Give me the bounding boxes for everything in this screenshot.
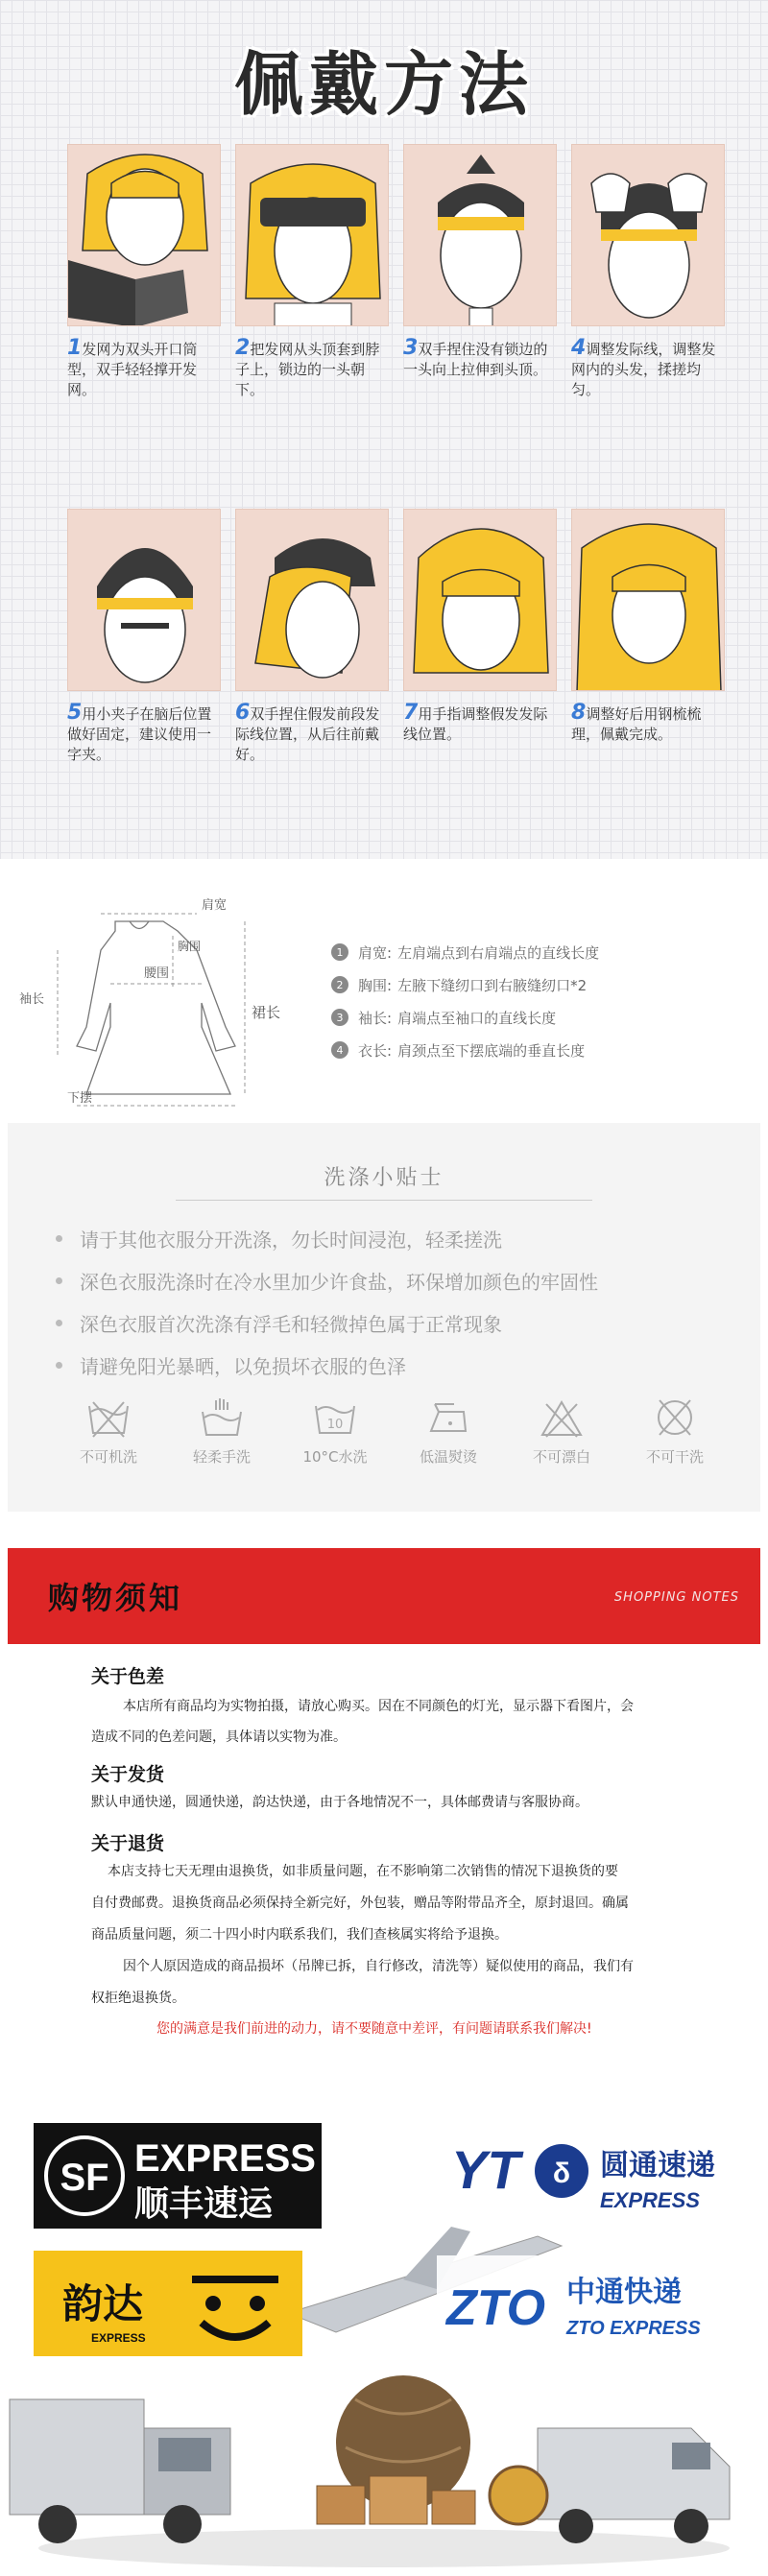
- step-3-illustration: [403, 144, 557, 326]
- no-bleach-icon: [539, 1396, 585, 1439]
- shopping-notes-title: 购物须知: [48, 1580, 183, 1616]
- shopping-notes-banner: [8, 1548, 760, 1644]
- yunda-express-logo: [34, 2251, 302, 2356]
- wash-tip: 请避免阳光暴晒，以免损坏衣服的色泽: [56, 1344, 598, 1386]
- notes-heading-returns: 关于退货: [91, 1833, 165, 1854]
- low-iron-icon: [425, 1396, 471, 1439]
- svg-text:10: 10: [326, 1418, 344, 1432]
- wear-step-2: 2把发网从头顶套到脖子上，锁边的一头朝下。: [235, 144, 389, 400]
- notes-highlight: 您的满意是我们前进的动力，请不要随意中差评，有问题请联系我们解决!: [156, 2021, 592, 2037]
- title-divider: [176, 1200, 592, 1201]
- wear-step-6: 6双手捏住假发前段发际线位置，从后往前戴好。: [235, 509, 389, 765]
- label-shoulder: 肩宽: [202, 898, 228, 913]
- notes-line: 造成不同的色差问题，具体请以实物为准。: [91, 1729, 347, 1745]
- zto-logo-cn: 中通快递: [566, 2277, 682, 2308]
- notes-line: 权拒绝退换货。: [91, 1991, 185, 2006]
- care-item-no-machine-wash: 不可机洗: [65, 1396, 152, 1467]
- sf-logo-en: EXPRESS: [134, 2137, 316, 2180]
- notes-line: 默认申通快递，圆通快递，韵达快递，由于各地情况不一，具体邮费请与客服协商。: [91, 1795, 588, 1810]
- washing-tips-title: 洗涤小贴士: [324, 1166, 444, 1190]
- step-8-text: 调整好后用钢梳梳理，佩戴完成。: [571, 705, 702, 743]
- yunda-logo-en: EXPRESS: [91, 2331, 146, 2345]
- wearing-method-title: 佩戴方法: [233, 44, 534, 125]
- express-logos-section: [0, 2111, 768, 2572]
- wear-step-5: 5用小夹子在脑后位置做好固定，建议使用一字夹。: [67, 509, 221, 765]
- yto-express-logo: [451, 2139, 715, 2212]
- step-1-illustration: [67, 144, 221, 326]
- no-machine-wash-icon: [85, 1396, 132, 1439]
- dress-diagram: [0, 893, 307, 1113]
- notes-heading-shipping: 关于发货: [91, 1764, 165, 1785]
- step-2-text: 把发网从头顶套到脖子上，锁边的一头朝下。: [235, 341, 380, 398]
- label-waist: 腰围: [144, 966, 170, 981]
- svg-text:ZTO: ZTO: [446, 2280, 546, 2336]
- notes-line: 本店所有商品均为实物拍摄，请放心购买。因在不同颜色的灯光，显示器下看图片，会: [123, 1699, 634, 1714]
- step-4-illustration: [571, 144, 725, 326]
- wash-tip: 深色衣服洗涤时在冷水里加少许食盐，环保增加颜色的牢固性: [56, 1259, 598, 1301]
- truck-left-icon: [10, 2399, 230, 2543]
- size-guide-section: [0, 893, 768, 1113]
- size-legend-row: 2 胸围: 左腋下缝纫口到右腋缝纫口*2: [331, 968, 599, 1001]
- care-item-no-dry-clean: 不可干洗: [632, 1396, 718, 1467]
- care-item-wash-10c: 10 10°C水洗: [292, 1396, 378, 1467]
- yto-logo-cn: 圆通速递: [600, 2150, 715, 2182]
- step-5-text: 用小夹子在脑后位置做好固定，建议使用一字夹。: [67, 705, 212, 763]
- zto-logo-en: ZTO EXPRESS: [566, 2318, 701, 2339]
- label-skirt: 裙长: [252, 1004, 281, 1021]
- label-sleeve: 袖长: [19, 992, 45, 1007]
- shopping-notes-body: [0, 1651, 768, 2054]
- size-legend: [331, 936, 599, 1066]
- care-icons-row: [65, 1396, 718, 1467]
- wear-step-7: 7用手指调整假发发际线位置。: [403, 509, 557, 745]
- care-item-low-iron: 低温熨烫: [405, 1396, 492, 1467]
- yunda-logo-cn: 韵达: [62, 2281, 144, 2326]
- label-bust: 胸围: [178, 940, 202, 953]
- svg-text:YT: YT: [451, 2139, 520, 2200]
- step-4-text: 调整发际线，调整发网内的头发，揉搓均匀。: [571, 341, 716, 398]
- sf-express-logo: [34, 2123, 322, 2229]
- shopping-notes-subtitle: SHOPPING NOTES: [613, 1590, 739, 1605]
- notes-line: 商品质量问题，须二十四小时内联系我们，我们查核属实将给予退换。: [91, 1927, 508, 1943]
- wear-step-4: 4调整发际线，调整发网内的头发，揉搓均匀。: [571, 144, 725, 400]
- wearing-method-section: [0, 0, 768, 859]
- wear-step-3: 3双手捏住没有锁边的一头向上拉伸到头顶。: [403, 144, 557, 380]
- step-2-illustration: [235, 144, 389, 326]
- size-legend-row: 4 衣长: 肩颈点至下摆底端的垂直长度: [331, 1034, 599, 1066]
- notes-line: 因个人原因造成的商品损坏（吊牌已拆，自行修改，清洗等）疑似使用的商品，我们有: [123, 1959, 634, 1974]
- express-composite: [0, 2111, 768, 2572]
- washing-tips-list: [56, 1217, 598, 1386]
- care-item-hand-wash: 轻柔手洗: [179, 1396, 265, 1467]
- wear-step-1: 1发网为双头开口筒型，双手轻轻撑开发网。: [67, 144, 221, 400]
- wash-tip: 请于其他衣服分开洗涤，勿长时间浸泡，轻柔搓洗: [56, 1217, 598, 1259]
- step-7-illustration: [403, 509, 557, 691]
- step-3-text: 双手捏住没有锁边的一头向上拉伸到头顶。: [403, 341, 548, 378]
- step-8-illustration: [571, 509, 725, 691]
- step-7-text: 用手指调整假发发际线位置。: [403, 705, 548, 743]
- zto-express-logo: [437, 2255, 725, 2351]
- step-6-illustration: [235, 509, 389, 691]
- step-6-text: 双手捏住假发前段发际线位置，从后往前戴好。: [235, 705, 380, 763]
- step-5-illustration: [67, 509, 221, 691]
- label-hem: 下摆: [67, 1091, 93, 1106]
- notes-line: 自付费邮费。退换货商品必须保持全新完好，外包装，赠品等附带品齐全，原封退回。确属: [91, 1896, 629, 1911]
- yto-logo-en: EXPRESS: [600, 2188, 700, 2212]
- wash-tip: 深色衣服首次洗涤有浮毛和轻微掉色属于正常现象: [56, 1301, 598, 1344]
- care-item-no-bleach: 不可漂白: [518, 1396, 605, 1467]
- notes-heading-color: 关于色差: [91, 1666, 165, 1687]
- sf-logo-cn: 顺丰速运: [134, 2183, 274, 2223]
- wash-10c-icon: [312, 1396, 358, 1439]
- hand-wash-icon: [199, 1396, 245, 1439]
- washing-tips-section: [8, 1123, 760, 1512]
- size-legend-row: 1 肩宽: 左肩端点到右肩端点的直线长度: [331, 936, 599, 968]
- van-right-icon: [490, 2428, 730, 2543]
- wear-step-8: 8调整好后用钢梳梳理，佩戴完成。: [571, 509, 725, 745]
- size-legend-row: 3 袖长: 肩端点至袖口的直线长度: [331, 1001, 599, 1034]
- svg-text:SF: SF: [60, 2157, 109, 2199]
- step-1-text: 发网为双头开口筒型，双手轻轻撑开发网。: [67, 341, 198, 398]
- svg-text:δ: δ: [552, 2158, 571, 2189]
- no-dry-clean-icon: [652, 1396, 698, 1439]
- notes-line: 本店支持七天无理由退换货，如非质量问题，在不影响第二次销售的情况下退换货的要: [108, 1864, 618, 1879]
